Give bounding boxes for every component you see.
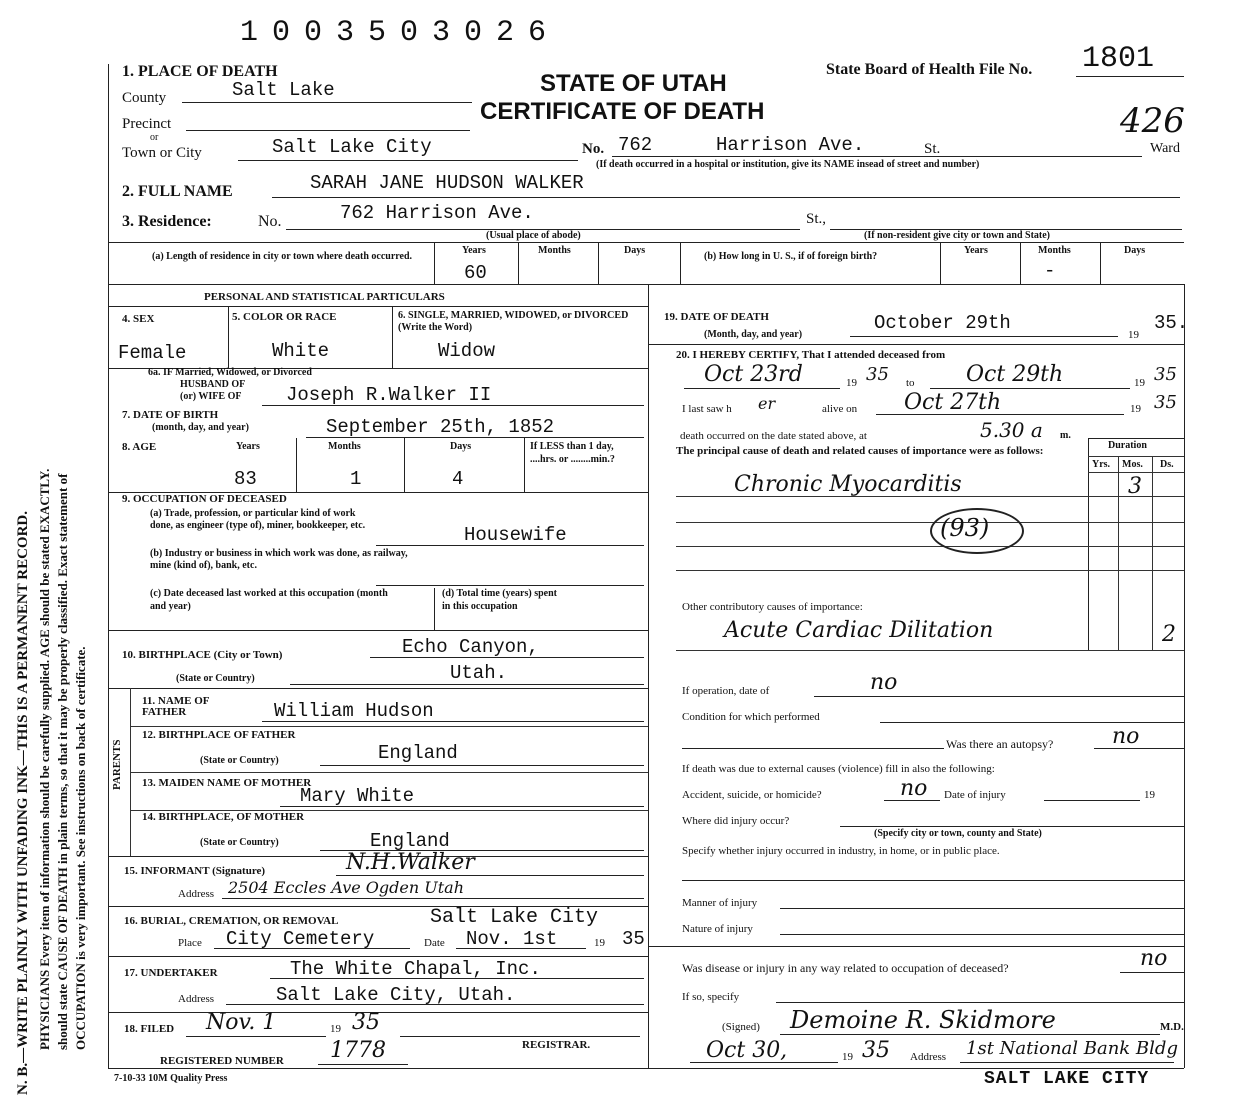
informant-address: 2504 Eccles Ave Ogden Utah [228,878,465,897]
filed-label: 18. FILED [124,1023,175,1035]
certificate-title: CERTIFICATE OF DEATH [480,98,765,125]
age-years-label: Years [236,441,260,452]
attended-year-2: 35 [1154,364,1177,385]
cause-label: The principal cause of death and related causes of importance were as follows: [676,445,1044,457]
attended-year-prefix-1: 19 [846,377,857,389]
operation-label: If operation, date of [682,685,770,697]
parents-label: PARENTS [111,739,123,790]
age-days-label: Days [450,441,472,452]
husband: Joseph R.Walker II [286,384,492,406]
accident-label: Accident, suicide, or homicide? [682,789,822,801]
personal-heading: PERSONAL AND STATISTICAL PARTICULARS [204,291,445,303]
signed-label: (Signed) [722,1021,760,1033]
mother-bp-sub: (State or Country) [200,837,279,848]
dod-label: 19. DATE OF DEATH [664,311,769,323]
occupation-d-label: (d) Total time (years) spent in this occupation [442,588,557,612]
birthplace-city: Echo Canyon, [402,636,539,658]
age-days: 4 [452,468,464,490]
dob: September 25th, 1852 [326,416,555,438]
mother-bp-label: 14. BIRTHPLACE, OF MOTHER [142,811,305,823]
specify-label: Specify whether injury occurred in industry, in home, or in public place. [682,845,1000,857]
age-label: 8. AGE [122,441,157,453]
attended-year-1: 35 [866,364,889,385]
ward-label: Ward [1150,141,1180,156]
if-so-label: If so, specify [682,991,740,1003]
death-time: 5.30 a [980,418,1043,442]
certify-label: 20. I HEREBY CERTIFY, That I attended deceased from [676,349,946,361]
autopsy: no [1112,724,1140,749]
signed-year-prefix: 19 [842,1051,853,1063]
undertaker-label: 17. UNDERTAKER [124,967,218,979]
alive-on: Oct 27th [904,390,1002,415]
age-years: 83 [234,468,257,490]
dod-sub: (Month, day, and year) [704,329,803,340]
birthplace-label: 10. BIRTHPLACE (City or Town) [122,649,283,661]
town-label: Town or City [122,145,202,161]
burial-date-label: Date [424,937,445,949]
condition-label: Condition for which performed [682,711,820,723]
attended-to: Oct 29th [966,362,1064,387]
physician-address: 1st National Bank Bldg [966,1038,1178,1059]
burial-year-prefix: 19 [594,937,605,949]
margin-note-1: N. B.—WRITE PLAINLY WITH UNFADING INK—THIS IS A PERMANENT RECORD. [15,511,31,1095]
attended-from: Oct 23rd [704,362,803,387]
place-of-death-label: 1. PLACE OF DEATH [122,63,278,80]
burial-year: 35 [622,928,645,950]
occupation-related-label: Was disease or injury in any way related to occupation of deceased? [682,961,1009,975]
father: William Hudson [274,700,434,722]
autopsy-label: Was there an autopsy? [946,737,1054,751]
father-bp-sub: (State or Country) [200,755,279,766]
marital-label: 6. SINGLE, MARRIED, WIDOWED, or DIVORCED (Write the Word) [398,310,629,333]
residence-label: 3. Residence: [122,213,212,230]
occupation-a-label: (a) Trade, profession, or particular kind of work done, as engineer (type of), miner, bookkeeper, etc. [150,508,366,531]
md-label: M.D. [1160,1021,1184,1033]
file-no-label: State Board of Health File No. [826,61,1033,78]
residence: 762 Harrison Ave. [340,202,534,224]
husband-label-3: (or) WIFE OF [180,391,242,402]
residence-no-label: No. [258,213,282,230]
mother-bp: England [370,830,450,852]
birthplace-state-label: (State or Country) [176,673,255,684]
occupation-b-label: (b) Industry or business in which work was done, as railway, mine (kind of), bank, etc. [150,548,408,571]
margin-number: 426 [1120,101,1185,141]
mother-label: 13. MAIDEN NAME OF MOTHER [142,777,312,789]
county-label: County [122,90,167,106]
where-label: Where did injury occur? [682,815,790,827]
injury-year-prefix: 19 [1144,789,1155,801]
burial-date: Nov. 1st [466,928,558,950]
margin-note-3: should state CAUSE OF DEATH in plain terms, so that it may be properly classified. Exact statement of [55,473,70,1050]
physician-address-label: Address [910,1051,947,1063]
burial-place: City Cemetery [226,928,375,950]
father-label: 11. NAME OF FATHER [142,695,210,718]
filed: Nov. 1 [206,1010,277,1035]
color: White [272,340,330,362]
to-label: to [906,377,915,389]
burial-place-label: Place [178,937,202,949]
where-sub: (Specify city or town, county and State) [874,828,1042,839]
father-bp: England [378,742,458,764]
burial-label: 16. BURIAL, CREMATION, OR REMOVAL [124,915,339,927]
filed-year: 35 [352,1010,380,1035]
street: Harrison Ave. [716,134,865,156]
burial: Salt Lake City [430,906,599,929]
dod-year: 35. [1154,312,1189,334]
res-years-label: Years [462,245,486,256]
filed-year-prefix: 19 [330,1023,341,1035]
informant-address-label: Address [178,888,215,900]
length-of-residence-label: (a) Length of residence in city or town where death occurred. [152,251,413,262]
dob-label: 7. DATE OF BIRTH [122,409,219,421]
usual-abode-note: (Usual place of abode) [486,230,581,241]
duration-ds: Ds. [1160,459,1174,470]
death-time-label: death occurred on the date stated above, at [680,430,867,442]
nature-label: Nature of injury [682,923,753,935]
sex: Female [118,342,187,364]
file-no: 1801 [1082,42,1155,76]
foreign-birth-label: (b) How long in U. S., if of foreign birth? [704,251,878,262]
injury-date-label: Date of injury [944,789,1006,801]
signed-date: Oct 30, [706,1038,788,1063]
registered-number: 1778 [330,1038,386,1063]
res-years: 60 [464,262,487,284]
duration-label: Duration [1108,440,1147,451]
accident: no [900,776,928,801]
duration-mos: Mos. [1122,459,1143,470]
alive-year: 35 [1154,392,1177,413]
occupation-related: no [1140,946,1168,971]
state-title: STATE OF UTAH [540,70,727,97]
informant-signature: N.H.Walker [346,850,475,875]
cause-months: 3 [1128,474,1142,499]
place-no: 762 [618,134,653,156]
margin-note-2: PHYSICIANS Every item of information should be carefully supplied. AGE should be stated EXACTLY. [37,468,52,1050]
other-causes-days: 2 [1162,622,1176,647]
margin-note-4: OCCUPATION is very important. See instructions on back of certificate. [73,646,88,1050]
last-saw-label: I last saw h [682,403,732,415]
full-name-label: 2. FULL NAME [122,183,233,200]
town: Salt Lake City [272,136,432,158]
death-time-unit: m. [1060,430,1071,441]
precinct-label: Precinct [122,116,172,132]
us-months: - [1044,260,1056,282]
hospital-note: (If death occurred in a hospital or institution, give its NAME insead of street and number) [596,159,980,170]
cause-code: (93) [940,514,990,542]
operation: no [870,670,898,695]
attended-year-prefix-2: 19 [1134,377,1145,389]
husband-label-1: 6a. IF Married, Widowed, or Divorced [148,367,312,378]
age-months-label: Months [328,441,361,452]
physician-signature: Demoine R. Skidmore [790,1006,1056,1034]
undertaker-address: Salt Lake City, Utah. [276,984,516,1006]
manner-label: Manner of injury [682,897,758,909]
serial-number: 1003503026 [240,16,561,50]
street-st-label: St. [924,141,941,157]
occupation-c-label: (c) Date deceased last worked at this occupation (month and year) [150,588,388,612]
signed-year: 35 [862,1038,890,1063]
res-days-label: Days [624,245,646,256]
marital: Widow [438,340,496,362]
county: Salt Lake [232,79,335,101]
duration-yrs: Yrs. [1092,459,1111,470]
mother: Mary White [300,785,415,807]
us-days-label: Days [1124,245,1146,256]
cause: Chronic Myocarditis [734,472,962,497]
us-months-label: Months [1038,245,1071,256]
registrar-label: REGISTRAR. [522,1039,591,1051]
other-causes-label: Other contributory causes of importance: [682,601,863,613]
husband-label-2: HUSBAND OF [180,379,246,390]
other-causes: Acute Cardiac Dilitation [724,618,994,643]
registered-number-label: REGISTERED NUMBER [160,1055,284,1067]
res-months-label: Months [538,245,571,256]
birthplace-state: Utah. [450,662,508,684]
nonresident-note: (If non-resident give city or town and State) [864,230,1051,241]
informant-label: 15. INFORMANT (Signature) [124,865,266,877]
or-label: or [150,132,159,143]
last-saw-her: er [758,394,776,413]
external-causes-label: If death was due to external causes (violence) fill in also the following: [682,763,995,775]
dob-sub: (month, day, and year) [152,422,249,433]
age-less-label: If LESS than 1 day, ....hrs. or ........min.? [530,441,615,465]
us-years-label: Years [964,245,988,256]
place-no-label: No. [582,141,605,157]
alive-year-prefix: 19 [1130,403,1141,415]
undertaker: The White Chapal, Inc. [290,958,541,980]
dod-year-prefix: 19 [1128,329,1139,341]
city-stamp: SALT LAKE CITY [984,1069,1150,1089]
occupation-label: 9. OCCUPATION OF DECEASED [122,493,287,505]
father-bp-label: 12. BIRTHPLACE OF FATHER [142,729,296,741]
footer-print: 7-10-33 10M Quality Press [114,1073,228,1084]
undertaker-address-label: Address [178,993,215,1005]
full-name: SARAH JANE HUDSON WALKER [310,172,584,194]
color-label: 5. COLOR OR RACE [232,311,337,323]
residence-st-label: St., [806,211,827,227]
alive-on-label: alive on [822,403,858,415]
sex-label: 4. SEX [122,313,155,325]
occupation: Housewife [464,524,567,546]
age-months: 1 [350,468,362,490]
dod: October 29th [874,312,1011,334]
